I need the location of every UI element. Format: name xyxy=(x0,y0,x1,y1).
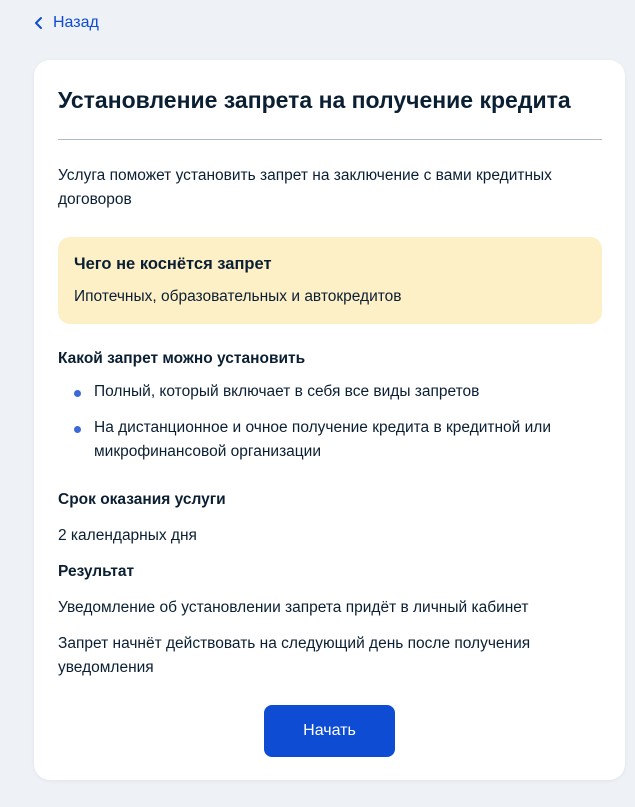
chevron-left-icon xyxy=(33,12,45,34)
list-item xyxy=(58,380,558,404)
list-item-text: Полный, который включает в себя все виды запретов xyxy=(94,383,480,400)
exclusion-note-title: Чего не коснётся запрет xyxy=(74,255,272,273)
result-line-1: Уведомление об установлении запрета придёт в личный кабинет xyxy=(58,599,529,616)
title-divider xyxy=(58,139,602,140)
result-line-2: Запрет начнёт действовать на следующий день после получения уведомления xyxy=(58,635,531,676)
term-value: 2 календарных дня xyxy=(58,527,197,544)
ban-types-list xyxy=(58,380,558,476)
page-title: Установление запрета на получение кредита xyxy=(58,87,571,113)
start-button[interactable]: Начать xyxy=(264,705,395,757)
list-item-text: На дистанционное и очное получение кредита в кредитной или микрофинансовой организации xyxy=(94,419,552,460)
service-card xyxy=(34,60,625,780)
back-link[interactable] xyxy=(33,12,99,34)
term-heading: Срок оказания услуги xyxy=(58,491,226,508)
bullet-dot-icon xyxy=(74,426,81,433)
back-link-label: Назад xyxy=(53,14,99,31)
result-heading: Результат xyxy=(58,563,135,580)
exclusion-note xyxy=(58,237,602,324)
exclusion-note-text: Ипотечных, образовательных и автокредитов xyxy=(74,288,402,305)
bullet-dot-icon xyxy=(74,390,81,397)
list-item xyxy=(58,416,558,464)
service-description: Услуга поможет установить запрет на заключение с вами кредитных договоров xyxy=(58,167,552,208)
ban-types-heading: Какой запрет можно установить xyxy=(58,350,306,367)
